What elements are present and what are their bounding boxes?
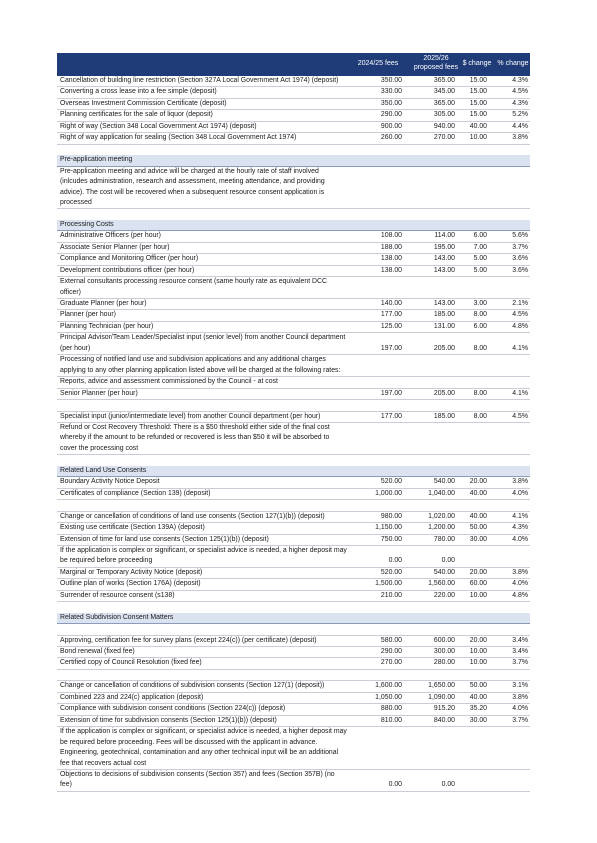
- dollar-change: 8.00: [473, 389, 487, 397]
- fee-description: External consultants processing resource consent (same hourly rate as equivalent DCC officer): [60, 278, 327, 296]
- fee-2025-26: 940.00: [433, 122, 455, 130]
- dollar-change: 8.00: [473, 311, 487, 319]
- table-row: [57, 727, 530, 770]
- header-dollar-change: $ change: [462, 60, 492, 67]
- table-row: [57, 333, 530, 355]
- fee-2024-25: 210.00: [380, 591, 402, 599]
- dollar-change: 10.00: [469, 648, 487, 655]
- pct-change: 4.1%: [512, 389, 528, 397]
- fee-2025-26: 195.00: [433, 243, 455, 251]
- pct-change: 4.0%: [512, 580, 528, 588]
- section-heading: [57, 613, 530, 624]
- fee-2025-26: 1,040.00: [428, 489, 455, 497]
- fee-2024-25: 197.00: [380, 389, 402, 397]
- table-row: [57, 400, 530, 411]
- dollar-change: 15.00: [469, 99, 487, 107]
- pct-change: 3.8%: [512, 693, 528, 701]
- table-row: [57, 670, 530, 681]
- fee-2024-25: 580.00: [380, 636, 402, 644]
- fee-description: Combined 223 and 224(c) application (deposit): [60, 693, 204, 701]
- fee-2024-25: 108.00: [380, 232, 402, 240]
- fee-2025-26: 345.00: [433, 88, 455, 96]
- pct-change: 4.5%: [512, 311, 528, 319]
- table-row: [57, 477, 530, 488]
- fee-description: Marginal or Temporary Activity Notice (deposit): [60, 568, 203, 576]
- table-row: [57, 647, 530, 658]
- fee-2024-25: 290.00: [380, 648, 402, 655]
- pct-change: 3.6%: [512, 255, 528, 263]
- fee-description: Cancellation of building line restriction (Section 327A Local Government Act 1974) (deposit): [60, 77, 339, 84]
- fee-2025-26: 780.00: [433, 535, 455, 543]
- dollar-change: 35.20: [469, 705, 487, 713]
- header-2024-25-fees: 2024/25 fees: [357, 60, 399, 67]
- fee-description: Right of way (Section 348 Local Government Act 1974) (deposit): [60, 122, 257, 130]
- fee-description: Processing of notified land use and subdivision applications and any additional charges applying to any other planning application listed above will be charged at the following rates:: [60, 356, 341, 374]
- section-title: Related Subdivision Consent Matters: [60, 613, 174, 621]
- fee-2024-25: 140.00: [380, 300, 402, 308]
- pct-change: 4.4%: [512, 122, 528, 130]
- table-row: [57, 99, 530, 110]
- table-header: [57, 53, 530, 76]
- fee-description: Compliance with subdivision consent conditions (Section 224(c)) (deposit): [60, 705, 286, 713]
- fee-2024-25: 900.00: [380, 122, 402, 130]
- fee-2025-26: 143.00: [433, 266, 455, 274]
- fee-2025-26: 143.00: [433, 300, 455, 308]
- fee-description: Pre-application meeting and advice will be charged at the hourly rate of staff involved (inlcudes administration, research and assessment, meeting attendance, and providing advice). The cost will be recovered when a subsequent resource consent application is processed: [60, 167, 325, 206]
- spacer-row: [57, 455, 530, 465]
- fee-2025-26: 540.00: [433, 568, 455, 576]
- pct-change: 4.1%: [512, 344, 528, 352]
- fee-description: Bond renewal (fixed fee): [60, 648, 135, 655]
- pct-change: 3.1%: [512, 682, 528, 690]
- fee-2024-25: 1,050.00: [375, 693, 402, 701]
- fee-description: Development contributions officer (per hour): [60, 266, 195, 274]
- table-row: [57, 299, 530, 310]
- dollar-change: 10.00: [469, 659, 487, 667]
- fee-2025-26: 220.00: [433, 591, 455, 599]
- fee-description: Change or cancellation of conditions of land use consents (Section 127(1)(b)) (deposit): [60, 512, 325, 520]
- table-row: [57, 704, 530, 715]
- fee-2024-25: 260.00: [380, 134, 402, 142]
- table-row: [57, 693, 530, 704]
- dollar-change: 40.00: [469, 693, 487, 701]
- fee-description: Right of way application for sealing (Section 348 Local Government Act 1974): [60, 134, 297, 142]
- table-row: [57, 591, 530, 602]
- fee-2024-25: 1,000.00: [375, 489, 402, 497]
- dollar-change: 5.00: [473, 266, 487, 274]
- fee-2025-26: 205.00: [433, 344, 455, 352]
- table-row: [57, 546, 530, 568]
- fee-2024-25: 350.00: [380, 99, 402, 107]
- table-row: [57, 716, 530, 727]
- pct-change: 3.7%: [512, 243, 528, 251]
- table-row: [57, 277, 530, 299]
- table-row: [57, 377, 530, 388]
- pct-change: 3.4%: [512, 648, 528, 655]
- fee-2025-26: 600.00: [433, 636, 455, 644]
- fee-description: Senior Planner (per hour): [60, 389, 138, 397]
- fee-description: Compliance and Monitoring Officer (per hour): [60, 255, 199, 263]
- dollar-change: 20.00: [469, 568, 487, 576]
- fee-description: [57, 670, 348, 680]
- table-row: [57, 568, 530, 579]
- fee-2025-26: 1,020.00: [428, 512, 455, 520]
- dollar-change: 40.00: [469, 122, 487, 130]
- pct-change: 4.0%: [512, 535, 528, 543]
- pct-change: 4.1%: [512, 512, 528, 520]
- fee-description: Associate Senior Planner (per hour): [60, 243, 170, 251]
- section-title: Processing Costs: [60, 220, 114, 228]
- fee-2024-25: 0.00: [388, 781, 402, 789]
- dollar-change: 7.00: [473, 243, 487, 251]
- pct-change: 4.5%: [512, 88, 528, 96]
- table-row: [57, 133, 530, 144]
- fee-2024-25: 177.00: [380, 412, 402, 420]
- fee-description: Surrender of resource consent (s138): [60, 591, 175, 599]
- table-row: [57, 523, 530, 534]
- fee-description: Existing use certificate (Section 139A) (deposit): [60, 524, 205, 532]
- fee-description: Approving, certification fee for survey plans (except 224(c)) (per certificate) (deposit): [60, 636, 317, 644]
- table-row: [57, 535, 530, 546]
- table-row: [57, 167, 530, 210]
- dollar-change: 40.00: [469, 512, 487, 520]
- fee-description: Converting a cross lease into a fee simple (deposit): [60, 88, 217, 96]
- table-row: [57, 579, 530, 590]
- pct-change: 5.6%: [512, 232, 528, 240]
- section-heading: [57, 466, 530, 477]
- fee-2024-25: 520.00: [380, 568, 402, 576]
- fee-description: Principal Advisor/Team Leader/Specialist input (senior level) from another Council department (per hour): [60, 334, 346, 352]
- fee-description: Certificates of compliance (Section 139) (deposit): [60, 489, 211, 497]
- fee-description: Specialist input (junior/intermediate level) from another Council department (per hour): [60, 412, 321, 420]
- table-row: [57, 355, 530, 377]
- fee-description: Change or cancellation of conditions of subdivision consents (Section 127(1) (deposit)): [60, 682, 325, 690]
- fee-2025-26: 131.00: [433, 322, 455, 330]
- dollar-change: 5.00: [473, 255, 487, 263]
- fee-2025-26: 270.00: [433, 134, 455, 142]
- table-row: [57, 110, 530, 121]
- fee-2024-25: 350.00: [380, 77, 402, 84]
- spacer-row: [57, 145, 530, 155]
- fee-2025-26: 185.00: [433, 412, 455, 420]
- header-2025-26-fees: 2025/26 proposed fees: [413, 55, 459, 71]
- dollar-change: 60.00: [469, 580, 487, 588]
- fee-2025-26: 915.20: [433, 705, 455, 713]
- fee-2024-25: 330.00: [380, 88, 402, 96]
- fee-2025-26: 114.00: [434, 232, 455, 240]
- fee-2025-26: 0.00: [441, 557, 455, 565]
- fee-description: Outline plan of works (Section 176A) (deposit): [60, 580, 201, 588]
- pct-change: 4.0%: [512, 705, 528, 713]
- fee-2024-25: 1,600.00: [375, 682, 402, 690]
- table-row: [57, 266, 530, 277]
- pct-change: 3.8%: [512, 478, 528, 486]
- fee-2024-25: 177.00: [380, 311, 402, 319]
- fee-description: Administrative Officers (per hour): [60, 232, 161, 240]
- fee-description: Reports, advice and assessment commissioned by the Council - at cost: [60, 378, 278, 386]
- dollar-change: 6.00: [473, 322, 487, 330]
- fee-description: Planning Technician (per hour): [60, 322, 154, 330]
- pct-change: 4.0%: [512, 489, 528, 497]
- dollar-change: 6.00: [473, 232, 487, 240]
- dollar-change: 50.00: [469, 682, 487, 690]
- fee-description: If the application is complex or significant, or specialist advice is needed, a higher deposit may be required before proceeding. Fees will be discussed with the applicant in advance. Engineering, geotechnical, contamination and any other technical input will be an additional fee that recovers actual cost: [60, 728, 347, 767]
- fee-2025-26: 185.00: [433, 311, 455, 319]
- pct-change: 5.2%: [512, 111, 528, 119]
- table-row: [57, 624, 530, 635]
- table-row: [57, 76, 530, 87]
- table-row: [57, 636, 530, 647]
- header-pct-change: % change: [497, 60, 529, 67]
- fee-description: If the application is complex or significant, or specialist advice is needed, a higher deposit may be required before proceeding: [60, 546, 347, 565]
- fee-2024-25: 880.00: [380, 705, 402, 713]
- table-row: [57, 122, 530, 133]
- fee-2024-25: 750.00: [380, 535, 402, 543]
- fee-2024-25: 125.00: [380, 322, 402, 330]
- pct-change: 4.3%: [512, 77, 528, 84]
- table-row: [57, 512, 530, 523]
- table-row: [57, 231, 530, 242]
- section-title: Pre-application meeting: [60, 156, 133, 164]
- table-row: [57, 770, 530, 792]
- table-row: [57, 489, 530, 500]
- dollar-change: 10.00: [469, 591, 487, 599]
- spacer-row: [57, 209, 530, 219]
- dollar-change: 20.00: [469, 636, 487, 644]
- table-row: [57, 412, 530, 423]
- table-row: [57, 254, 530, 265]
- fee-description: Certified copy of Council Resolution (fixed fee): [60, 659, 202, 667]
- fee-description: [57, 400, 348, 410]
- fee-2024-25: 290.00: [380, 111, 402, 119]
- fee-2025-26: 0.00: [441, 781, 455, 789]
- dollar-change: 3.00: [473, 300, 487, 308]
- section-heading: [57, 220, 530, 231]
- section-heading: [57, 155, 530, 166]
- fee-2024-25: 188.00: [380, 243, 402, 251]
- section-title: Related Land Use Consents: [60, 466, 147, 474]
- fee-2025-26: 840.00: [433, 716, 455, 724]
- table-row: [57, 310, 530, 321]
- pct-change: 3.4%: [512, 636, 528, 644]
- dollar-change: 10.00: [469, 134, 487, 142]
- spacer-row: [57, 602, 530, 612]
- fee-description: Overseas Investment Commission Certificate (deposit): [60, 99, 227, 107]
- dollar-change: 15.00: [469, 77, 487, 84]
- pct-change: 4.3%: [512, 524, 528, 532]
- fee-description: Extension of time for land use consents (Section 125(1)(b)) (deposit): [60, 535, 269, 543]
- dollar-change: 15.00: [469, 88, 487, 96]
- fee-description: Graduate Planner (per hour): [60, 300, 147, 308]
- fee-2025-26: 365.00: [433, 77, 455, 84]
- fee-2024-25: 197.00: [380, 344, 402, 352]
- table-row: [57, 658, 530, 669]
- pct-change: 4.5%: [512, 412, 528, 420]
- table-row: [57, 423, 530, 455]
- fee-2025-26: 1,650.00: [428, 682, 455, 690]
- fees-table: [57, 53, 530, 792]
- fee-2024-25: 270.00: [380, 659, 402, 667]
- fee-2024-25: 138.00: [380, 266, 402, 274]
- fee-description: [57, 500, 348, 510]
- fee-description: Boundary Activity Notice Deposit: [60, 478, 160, 486]
- fee-2025-26: 280.00: [433, 659, 455, 667]
- table-row: [57, 389, 530, 400]
- table-row: [57, 500, 530, 511]
- fee-2025-26: 305.00: [433, 111, 455, 119]
- fee-2025-26: 1,560.00: [428, 580, 455, 588]
- table-row: [57, 322, 530, 333]
- table-row: [57, 681, 530, 692]
- dollar-change: 40.00: [469, 489, 487, 497]
- pct-change: 3.7%: [512, 659, 528, 667]
- pct-change: 4.8%: [512, 322, 528, 330]
- table-row: [57, 87, 530, 98]
- fee-description: Extension of time for subdivision consents (Section 125(1)(b)) (deposit): [60, 716, 277, 724]
- pct-change: 3.8%: [512, 568, 528, 576]
- dollar-change: 30.00: [469, 716, 487, 724]
- pct-change: 3.8%: [512, 134, 528, 142]
- fee-description: Objections to decisions of subdivision consents (Section 357) and fees (Section 357B) (no fee): [60, 770, 335, 789]
- table-body: [57, 76, 530, 792]
- fee-2024-25: 980.00: [380, 512, 402, 520]
- dollar-change: 20.00: [469, 478, 487, 486]
- fee-2025-26: 540.00: [433, 478, 455, 486]
- fee-2025-26: 300.00: [433, 648, 455, 655]
- pct-change: 2.1%: [512, 300, 528, 308]
- pct-change: 4.8%: [512, 591, 528, 599]
- fee-2025-26: 1,090.00: [428, 693, 455, 701]
- pct-change: 3.6%: [512, 266, 528, 274]
- fee-2024-25: 1,500.00: [375, 580, 402, 588]
- fee-description: Planner (per hour): [60, 311, 116, 319]
- fee-2025-26: 365.00: [433, 99, 455, 107]
- fee-2024-25: 0.00: [388, 557, 402, 565]
- fee-2024-25: 138.00: [380, 255, 402, 263]
- fee-description: [57, 624, 348, 634]
- fee-2024-25: 520.00: [380, 478, 402, 486]
- fee-2025-26: 205.00: [433, 389, 455, 397]
- dollar-change: 30.00: [469, 535, 487, 543]
- fee-2025-26: 1,200.00: [428, 524, 455, 532]
- fee-description: Refund or Cost Recovery Threshold: There is a $50 threshold either side of the final cost whereby if the amount to be refunded or recovered is less than $50 it will be absorbed to cover the processing cost: [60, 424, 330, 452]
- dollar-change: 8.00: [473, 412, 487, 420]
- dollar-change: 50.00: [469, 524, 487, 532]
- pct-change: 4.3%: [512, 99, 528, 107]
- dollar-change: 8.00: [473, 344, 487, 352]
- table-row: [57, 243, 530, 254]
- fee-description: Planning certificates for the sale of liquor (deposit): [60, 111, 213, 119]
- fee-2025-26: 143.00: [433, 255, 455, 263]
- fee-2024-25: 1,150.00: [375, 524, 402, 532]
- dollar-change: 15.00: [469, 111, 487, 119]
- pct-change: 3.7%: [512, 716, 528, 724]
- fee-2024-25: 810.00: [380, 716, 402, 724]
